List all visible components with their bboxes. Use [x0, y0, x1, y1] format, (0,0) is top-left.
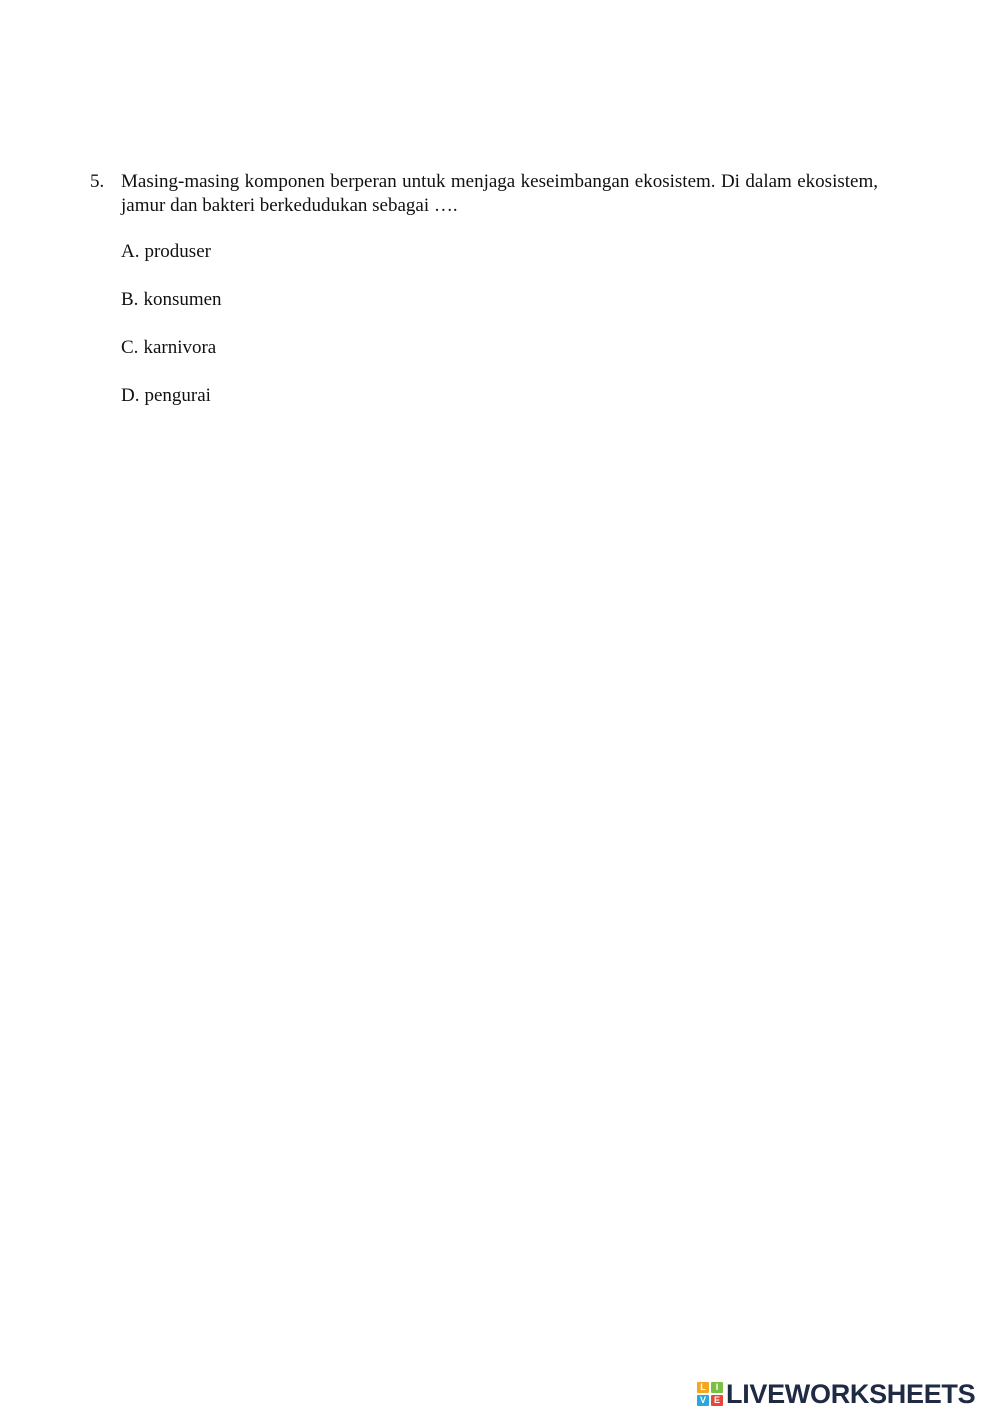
question-number: 5. — [90, 171, 105, 192]
option-a[interactable] — [121, 240, 878, 264]
logo-cell-v: V — [697, 1395, 709, 1406]
question-text: Masing-masing komponen berperan untuk menjaga keseimbangan ekosistem. Di dalam ekosistem, jamur dan bakteri berkedudukan sebagai …. — [121, 171, 878, 216]
question-stem — [90, 170, 878, 218]
logo-cell-i: I — [711, 1382, 723, 1393]
question-5 — [90, 170, 878, 432]
option-c[interactable] — [121, 336, 878, 360]
liveworksheets-logo[interactable] — [697, 1380, 975, 1408]
option-letter: B. — [121, 289, 139, 310]
option-letter: C. — [121, 337, 139, 358]
logo-wordmark: LIVEWORKSHEETS — [726, 1379, 976, 1409]
option-letter: A. — [121, 241, 140, 262]
option-letter: D. — [121, 385, 140, 406]
option-label: produser — [144, 241, 211, 262]
answer-options — [121, 240, 878, 408]
option-d[interactable] — [121, 384, 878, 408]
option-label: karnivora — [143, 337, 217, 358]
logo-cell-e: E — [711, 1395, 723, 1406]
liveworksheets-logo-icon — [697, 1382, 723, 1406]
logo-cell-l: L — [697, 1382, 709, 1393]
option-label: pengurai — [144, 385, 211, 406]
option-b[interactable] — [121, 288, 878, 312]
option-label: konsumen — [143, 289, 222, 310]
